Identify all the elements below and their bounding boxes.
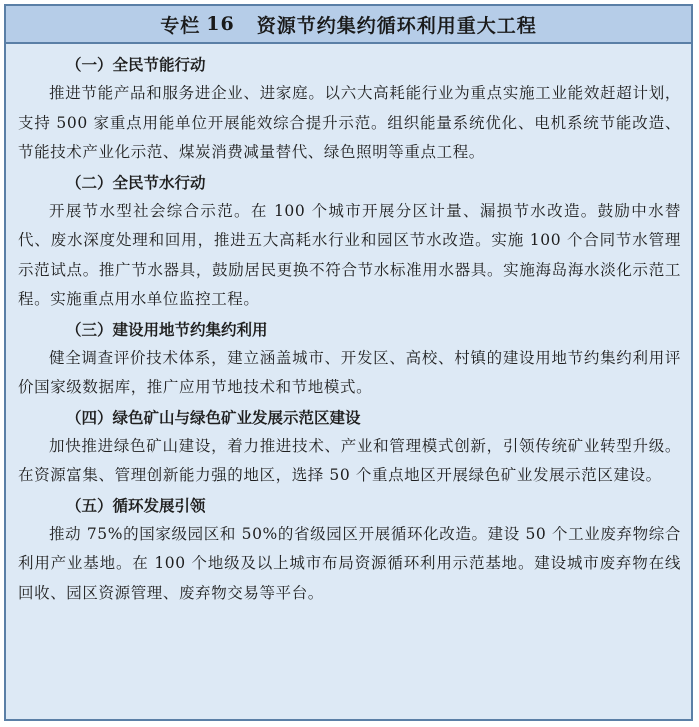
feature-box <box>4 4 693 721</box>
section-heading: （二）全民节水行动 <box>66 172 206 192</box>
section-paragraph: 推动 75%的国家级园区和 50%的省级园区开展循环化改造。建设 50 个工业废弃物综合利用产业基地。在 100 个地级及以上城市布局资源循环利用示范基地。建设城市废弃物在线回收、园区资源管理、废弃物交易等平台。 <box>18 524 681 602</box>
box-label: 专栏 <box>160 14 201 37</box>
section-paragraph: 健全调查评价技术体系，建立涵盖城市、开发区、高校、村镇的建设用地节约集约利用评价国家级数据库，推广应用节地技术和节地模式。 <box>18 348 681 396</box>
section-paragraph: 开展节水型社会综合示范。在 100 个城市开展分区计量、漏损节水改造。鼓励中水替代、废水深度处理和回用，推进五大高耗水行业和园区节水改造。实施 100 个合同节水管理示范试点。推广节水器具，鼓励居民更换不符合节水标准用水器具。实施海岛海水淡化示范工程。实施重点用水单位监控工程。 <box>18 201 681 308</box>
section-heading: （五）循环发展引领 <box>66 495 206 515</box>
section-paragraph: 加快推进绿色矿山建设，着力推进技术、产业和管理模式创新，引领传统矿业转型升级。在资源富集、管理创新能力强的地区，选择 50 个重点地区开展绿色矿业发展示范区建设。 <box>18 436 681 484</box>
section-land-use <box>18 315 681 403</box>
section-heading: （四）绿色矿山与绿色矿业发展示范区建设 <box>66 407 361 427</box>
section-energy-saving <box>18 50 681 168</box>
box-title-bar <box>6 6 691 44</box>
section-water-saving <box>18 168 681 315</box>
section-heading: （一）全民节能行动 <box>66 55 206 74</box>
section-circular-development <box>18 491 681 609</box>
section-paragraph: 推进节能产品和服务进企业、进家庭。以六大高耗能行业为重点实施工业能效赶超计划，支持 500 家重点用能单位开展能效综合提升示范。组织能量系统优化、电机系统节能改造、节能技术产业化示范、煤炭消费减量替代、绿色照明等重点工程。 <box>18 84 681 161</box>
box-number: 16 <box>206 13 235 35</box>
box-title: 资源节约集约循环利用重大工程 <box>256 14 537 37</box>
section-green-mining <box>18 403 681 491</box>
section-heading: （三）建设用地节约集约利用 <box>66 319 268 339</box>
box-content <box>6 44 691 608</box>
